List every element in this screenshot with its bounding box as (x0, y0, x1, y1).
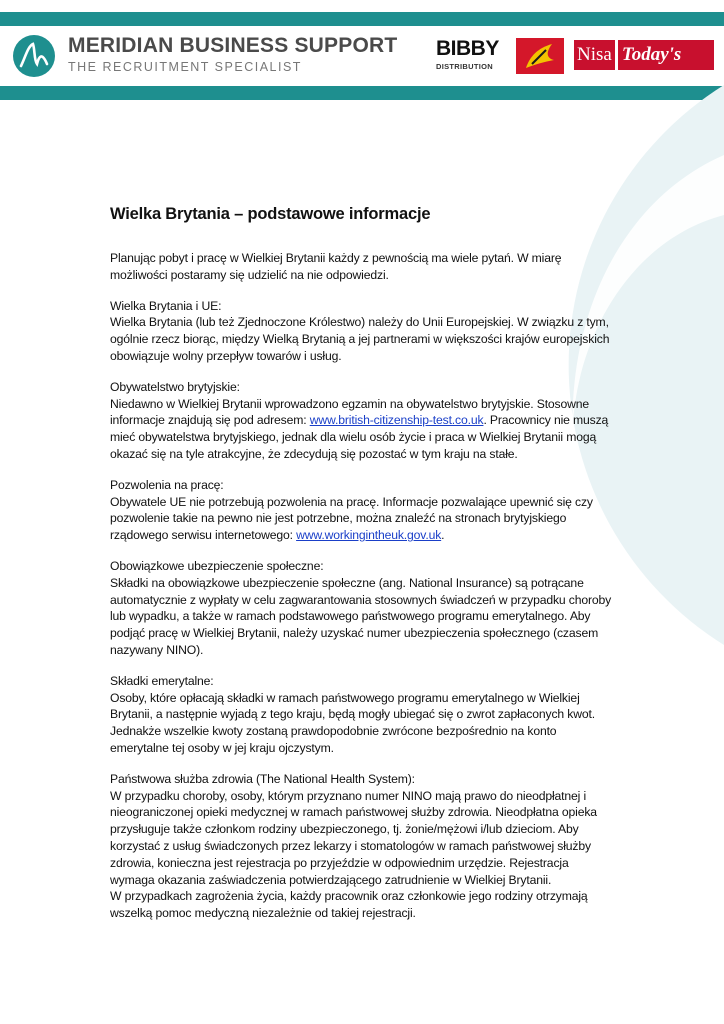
section-text: Niedawno w Wielkiej Brytanii wprowadzono egzamin na obywatelstwo brytyjskie. Stosowne informacje znajdują się pod adresem: (110, 396, 590, 428)
bibby-sub: DISTRIBUTION (436, 62, 493, 71)
section-pension (110, 673, 616, 757)
section-heading: Obywatelstwo brytyjskie: (110, 379, 240, 394)
section-text: Wielka Brytania (lub też Zjednoczone Królestwo) należy do Unii Europejskiej. W związku z tym, ogólnie rzecz biorąc, między Wielką Brytanią a jej partnerami w większości krajów europejskich obowiązuje wolny przepływ towarów i usług. (110, 315, 610, 363)
section-text: . (441, 528, 445, 543)
section-text: . Pracownicy nie muszą mieć obywatelstwa brytyjskiego, jednak dla wielu osób życie i praca w Wielkiej Brytanii mogą okazać się na tyle atrakcyjne, że zdecydują się pozostać w tym kraju na stałe. (110, 413, 609, 461)
section-heading: Obowiązkowe ubezpieczenie społeczne: (110, 558, 324, 573)
intro-paragraph: Planując pobyt i pracę w Wielkiej Brytanii każdy z pewnością ma wiele pytań. W miarę możliwości postaramy się udzielić na nie odpowiedzi. (110, 251, 562, 282)
section-heading: Państwowa służba zdrowia (The National Health System): (110, 771, 415, 786)
section-text: W przypadkach zagrożenia życia, każdy pracownik oraz członkowie jego rodziny otrzymają wszelką pomoc medyczną niezależnie od takiej rejestracji. (110, 889, 588, 921)
working-in-uk-link[interactable]: www.workingintheuk.gov.uk (296, 528, 442, 543)
section-citizenship (110, 379, 616, 463)
bibby-name: BIBBY (436, 37, 499, 60)
meridian-logo-icon (12, 34, 56, 78)
section-heading: Składki emerytalne: (110, 673, 214, 688)
section-heading: Pozwolenia na pracę: (110, 477, 224, 492)
section-work-permits (110, 477, 616, 544)
section-text: Osoby, które opłacają składki w ramach państwowego programu emerytalnego w Wielkiej Brytanii, a następnie wyjadą z tego kraju, będą mogły ubiegać się o zwrot zapłaconych kwot. Jednakże wszelkie kwoty zostaną prawdopodobnie zwrócone bezpośrednio na konto emerytalne tej osoby w jej kraju ojczystym. (110, 690, 595, 755)
bibby-logo (436, 38, 510, 74)
section-uk-eu (110, 298, 616, 365)
section-text: W przypadku choroby, osoby, którym przyznano numer NINO mają prawo do nieodpłatnej i nieograniczonej opieki medycznej w ramach państwowej służby zdrowia. Nieodpłatna opieka przysługuje także członkom rodziny ubezpieczonego, tj. żonie/mężowi i/lub dzieciom. Aby korzystać z usług świadczonych przez lekarzy i stomatologów w ramach państwowej służby zdrowia, konieczna jest rejestracja po przyjeździe w odpowiednim urzędzie. Rejestracja wymaga okazania zaświadczenia potwierdzającego zatrudnienie w Wielkiej Brytanii. (110, 788, 597, 887)
section-text: Składki na obowiązkowe ubezpieczenie społeczne (ang. National Insurance) są potrącane automatycznie z wypłaty w celu zagwarantowania stosownych świadczeń w przypadku choroby lub wypadku, a także w ramach podstawowego państwowego programu emerytalnego. Aby podjąć pracę w Wielkiej Brytanii, należy uzyskać numer ubezpieczenia społecznego (czasem nazywany NINO). (110, 575, 612, 657)
flag-logo-icon (516, 38, 564, 74)
nisa-name: Nisa (574, 40, 615, 70)
section-national-insurance (110, 558, 616, 659)
brand-tagline: THE RECRUITMENT SPECIALIST (68, 60, 302, 74)
document-body (110, 205, 616, 936)
section-nhs (110, 771, 616, 922)
todays-name: Today's (618, 40, 714, 70)
section-heading: Wielka Brytania i UE: (110, 298, 222, 313)
nisa-logo (574, 40, 714, 70)
brand-name: MERIDIAN BUSINESS SUPPORT (68, 34, 398, 57)
citizenship-test-link[interactable]: www.british-citizenship-test.co.uk (309, 413, 484, 428)
header-band-top (0, 12, 724, 26)
page-title: Wielka Brytania – podstawowe informacje (110, 205, 431, 223)
section-text: Obywatele UE nie potrzebują pozwolenia na pracę. Informacje pozwalające upewnić się czy pozwolenie takie na pewno nie jest potrzebne, można znaleźć na stronach brytyjskiego rządowego serwisu internetowego: (110, 494, 593, 543)
